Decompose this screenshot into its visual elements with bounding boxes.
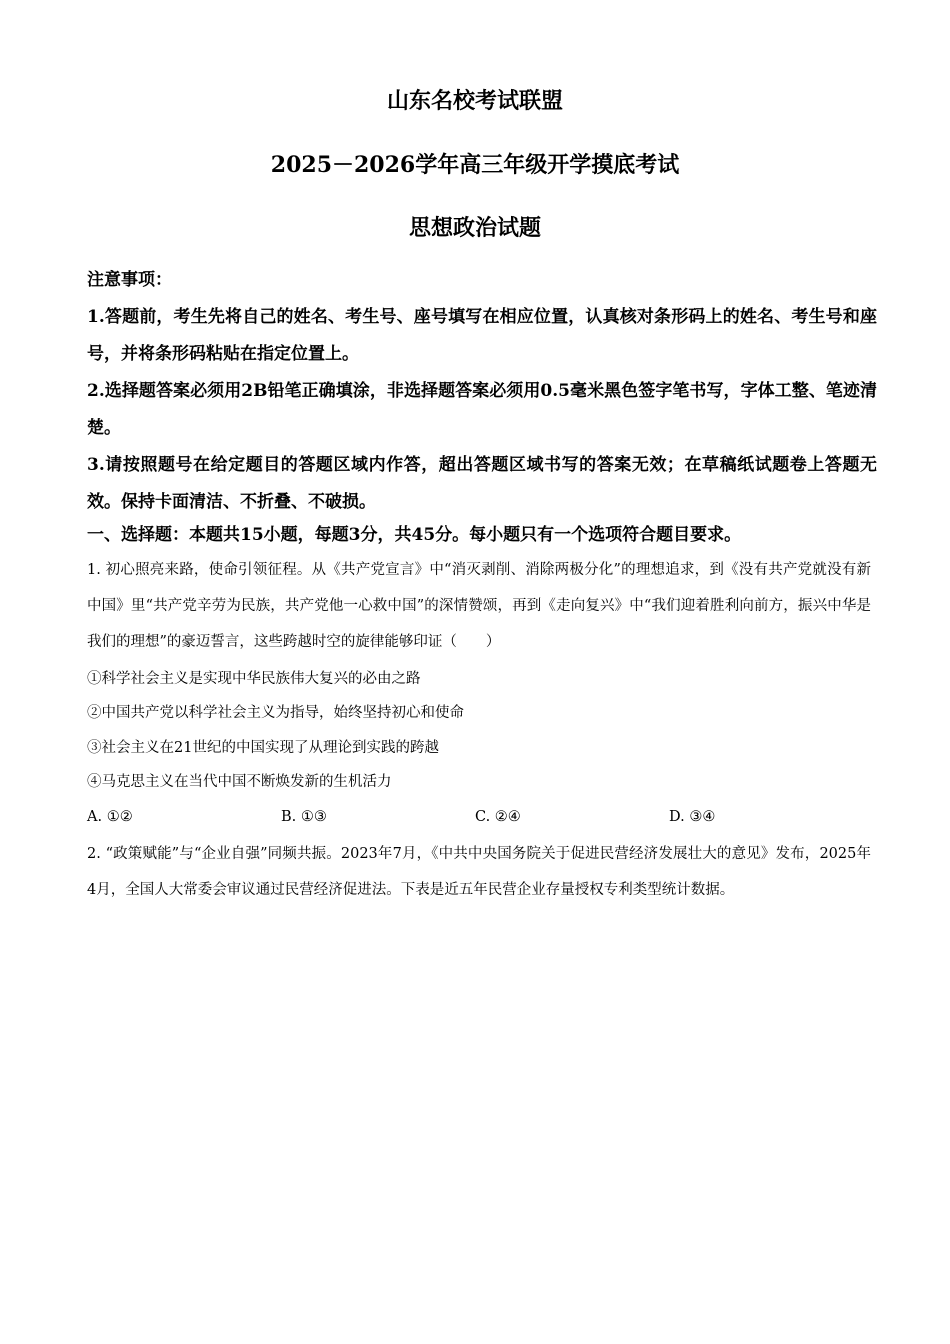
option-c: C. ②④	[475, 809, 521, 825]
exam-name-title: 2025－2026学年高三年级开学摸底考试	[270, 152, 680, 178]
question-2-stem: 2. “政策赋能”与“企业自强”同频共振。2023年7月，《中共中央国务院关于促进民营经济发展壮大的意见》发布，2025年4月，全国人大常委会审议通过民营经济促进法。下表是近五年民营企业存量授权专利类型统计数据。	[87, 846, 871, 898]
question-1-statement-3: ③社会主义在21世纪的中国实现了从理论到实践的跨越	[87, 740, 439, 756]
notice-heading: 注意事项：	[87, 270, 172, 290]
question-1-statement-2: ②中国共产党以科学社会主义为指导，始终坚持初心和使命	[87, 705, 464, 721]
option-d: D. ③④	[669, 809, 716, 825]
question-1-options	[87, 800, 867, 834]
subject-title: 思想政治试题	[408, 215, 541, 241]
notice-item-2: 2.选择题答案必须用2B铅笔正确填涂，非选择题答案必须用0.5毫米黑色签字笔书写，字体工整、笔迹清楚。	[87, 381, 877, 438]
option-a: A. ①②	[87, 809, 133, 825]
exam-alliance-title: 山东名校考试联盟	[386, 88, 563, 114]
section-heading: 一、选择题：本题共15小题，每题3分，共45分。每小题只有一个选项符合题目要求。	[87, 525, 742, 545]
option-b: B. ①③	[281, 809, 327, 825]
question-1-stem: 1. 初心照亮来路，使命引领征程。从《共产党宣言》中“消灭剥削、消除两极分化”的理想追求，到《没有共产党就没有新中国》里“共产党辛劳为民族，共产党他一心救中国”的深情赞颂，再到《走向复兴》中“我们迎着胜利向前方，振兴中华是我们的理想”的豪迈誓言，这些跨越时空的旋律能够印证（ ）	[87, 562, 871, 650]
notice-item-3: 3.请按照题号在给定题目的答题区域内作答，超出答题区域书写的答案无效；在草稿纸试题卷上答题无效。保持卡面清洁、不折叠、不破损。	[87, 455, 877, 512]
question-1-statement-4: ④马克思主义在当代中国不断焕发新的生机活力	[87, 774, 392, 790]
question-1-statement-1: ①科学社会主义是实现中华民族伟大复兴的必由之路	[87, 671, 421, 687]
notice-item-1: 1.答题前，考生先将自己的姓名、考生号、座号填写在相应位置，认真核对条形码上的姓名、考生号和座号，并将条形码粘贴在指定位置上。	[87, 307, 877, 364]
notice-block	[87, 262, 877, 521]
